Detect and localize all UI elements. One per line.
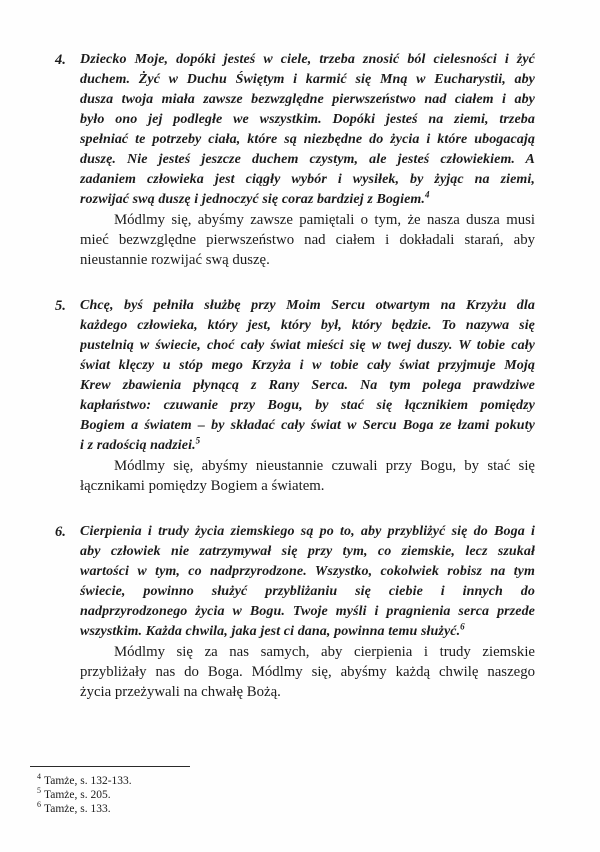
quote-line: Cierpienia i trudy życia ziemskiego są po to, aby przybliżyć się do Boga i	[80, 524, 535, 539]
quote-line: wszystkim. Każda chwila, jaka jest ci dana, powinna temu służyć.$^6$	[80, 622, 465, 639]
item-number: 5.	[55, 298, 66, 314]
quote-line: zadaniem człowieka jest ciągły wybór i wysiłek, by żyjąc na ziemi,	[80, 172, 535, 187]
footnote-ref: 4	[425, 190, 430, 200]
quote-line: Bogiem a światem – by składać cały świat w Sercu Boga ze łzami pokuty	[80, 418, 535, 433]
quote-line: spełniać te potrzeby ciała, które są niezbędne do życia i które ubogacają	[80, 132, 535, 147]
footnote-ref: 5	[195, 436, 201, 446]
footnote-ref: 5	[37, 786, 41, 796]
quote-line: pustelnią w świecie, choć cały świat mieści się w twej duszy. W tobie cały	[80, 338, 535, 353]
prayer-paragraph	[80, 642, 535, 702]
footnotes-section	[30, 766, 190, 816]
footnote-text: Tamże, s. 132-133.	[44, 775, 132, 787]
quote-line: kapłaństwo: czuwanie przy Bogu, by stać się łącznikiem pomiędzy	[80, 398, 535, 413]
quote-paragraph	[80, 522, 535, 642]
prayer-line: łącznikami pomiędzy Bogiem a światem.	[80, 478, 325, 494]
items-list	[55, 50, 535, 728]
prayer-paragraph	[80, 210, 535, 270]
item-number: 4.	[55, 52, 66, 68]
quote-line: rozwijać swą duszę i jednoczyć się coraz bardziej z Bogiem.$^4$	[80, 190, 430, 207]
prayer-line: Módlmy się za nas samych, aby cierpienia i trudy ziemskie	[114, 644, 535, 660]
quote-paragraph	[80, 50, 535, 210]
prayer-line: przybliżały nas do Boga. Módlmy się, abyśmy każdą chwilę naszego	[80, 664, 535, 680]
quote-line: Krew zbawienia płynącą z Rany Serca. Na tym polega prawdziwe	[80, 378, 535, 393]
quote-line: duchem. Żyć w Duchu Świętym i karmić się Mną w Eucharystii, aby	[80, 72, 535, 87]
quote-line: świecie, powinno służyć przybliżaniu się ciebie i innych do	[80, 584, 535, 599]
quote-paragraph	[80, 296, 535, 456]
footnote	[30, 802, 190, 816]
list-item	[55, 522, 535, 702]
quote-line: dusza twoja miała zawsze bezwzględne pierwszeństwo nad ciałem i aby	[80, 92, 535, 107]
footnote-ref: 4	[37, 772, 41, 782]
footnote-text: Tamże, s. 133.	[44, 803, 111, 815]
prayer-line: życia przeżywali na chwałę Bożą.	[80, 684, 281, 700]
prayer-line: nieustannie rozwijać swą duszę.	[80, 252, 270, 268]
quote-line: Chcę, byś pełniła służbę przy Moim Sercu otwartym na Krzyżu dla	[80, 298, 535, 313]
item-body	[80, 50, 535, 270]
footnotes-list	[30, 774, 190, 816]
prayer-line: Módlmy się, abyśmy nieustannie czuwali przy Bogu, by stać się	[114, 458, 535, 474]
prayer-line: mieć bezwzględne pierwszeństwo nad ciałem i dokładali starań, aby	[80, 232, 535, 248]
footnote	[30, 774, 190, 788]
list-item	[55, 296, 535, 496]
item-number: 6.	[55, 524, 66, 540]
footnote-ref: 6	[37, 800, 41, 810]
quote-line: aby człowiek nie zatrzymywał się przy tym, co ziemskie, lecz szukał	[80, 544, 535, 559]
quote-line: świat klęczy u stóp mego Krzyża i w tobie cały świat przyjmuje Moją	[80, 358, 535, 373]
quote-line: wartości w tym, co nadprzyrodzone. Wszystko, cokolwiek robisz na tym	[80, 564, 535, 579]
footnote-divider	[30, 766, 190, 767]
quote-line: Dziecko Moje, dopóki jesteś w ciele, trzeba znosić ból cielesności i żyć	[80, 52, 535, 67]
quote-line: było ono jej podległe we wszystkim. Dopóki jesteś na ziemi, trzeba	[80, 112, 535, 127]
footnote	[30, 788, 190, 802]
footnote-ref: 6	[460, 622, 465, 632]
prayer-paragraph	[80, 456, 535, 496]
footnote-text: Tamże, s. 205.	[44, 789, 111, 801]
quote-line: i z radością nadziei.$^5$	[80, 436, 201, 453]
quote-line: duszę. Nie jesteś jeszcze duchem czystym, ale jesteś człowiekiem. A	[80, 152, 535, 167]
prayer-line: Módlmy się, abyśmy zawsze pamiętali o tym, że nasza dusza musi	[114, 212, 535, 228]
quote-line: każdego człowieka, który jest, który był, który będzie. To nazywa się	[80, 318, 535, 333]
list-item	[55, 50, 535, 270]
item-body	[80, 296, 535, 496]
item-body	[80, 522, 535, 702]
quote-line: nadprzyrodzonego życia w Bogu. Twoje myśli i pragnienia serca przede	[80, 604, 535, 619]
